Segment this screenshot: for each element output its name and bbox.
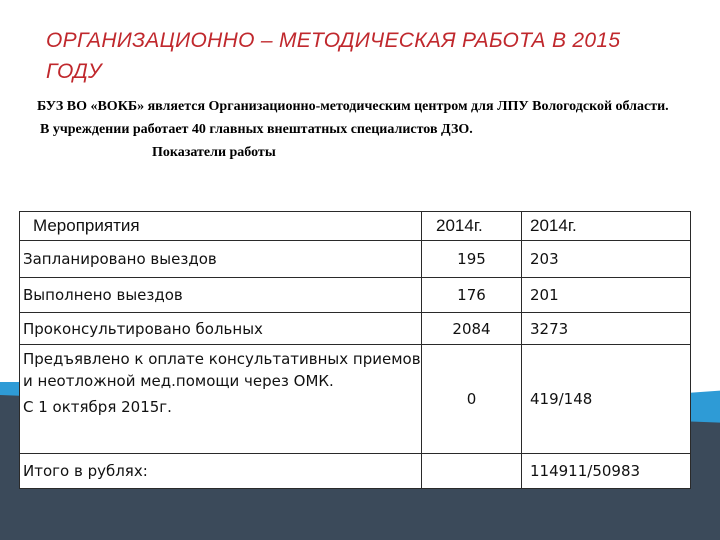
table-row <box>20 454 691 489</box>
header-year-2: 2014г. <box>522 212 691 241</box>
row-value-2: 419/148 <box>522 345 691 454</box>
indicators-table <box>19 211 691 489</box>
row-label-note: С 1 октября 2015г. <box>23 398 172 416</box>
row-value-1 <box>422 454 522 489</box>
row-label <box>20 345 422 454</box>
row-value-2: 201 <box>522 278 691 313</box>
row-value-1: 0 <box>422 345 522 454</box>
intro-line-1: БУЗ ВО «ВОКБ» является Организационно-методическим центром для ЛПУ Вологодской области. <box>37 99 669 114</box>
indicators-heading: Показатели работы <box>152 145 276 160</box>
row-value-1: 176 <box>422 278 522 313</box>
row-value-2: 203 <box>522 241 691 278</box>
table-row <box>20 241 691 278</box>
header-events: Мероприятия <box>20 212 422 241</box>
row-label: Выполнено выездов <box>20 278 422 313</box>
header-year-1: 2014г. <box>422 212 522 241</box>
table-row <box>20 278 691 313</box>
slide-title: ОРГАНИЗАЦИОННО – МЕТОДИЧЕСКАЯ РАБОТА В 2015 ГОДУ <box>46 29 621 83</box>
intro-line-2: В учреждении работает 40 главных внештатных специалистов ДЗО. <box>40 122 473 137</box>
row-value-2: 3273 <box>522 313 691 345</box>
table-header-row <box>20 212 691 241</box>
row-label: Итого в рублях: <box>20 454 422 489</box>
table-row <box>20 345 691 454</box>
row-label: Запланировано выездов <box>20 241 422 278</box>
row-value-1: 2084 <box>422 313 522 345</box>
row-label-text: Предъявлено к оплате консультативных приемов и неотложной мед.помощи через ОМК. <box>23 350 421 390</box>
table-row <box>20 313 691 345</box>
intro-text <box>37 99 697 161</box>
row-label: Проконсультировано больных <box>20 313 422 345</box>
row-value-1: 195 <box>422 241 522 278</box>
row-value-2: 114911/50983 <box>522 454 691 489</box>
